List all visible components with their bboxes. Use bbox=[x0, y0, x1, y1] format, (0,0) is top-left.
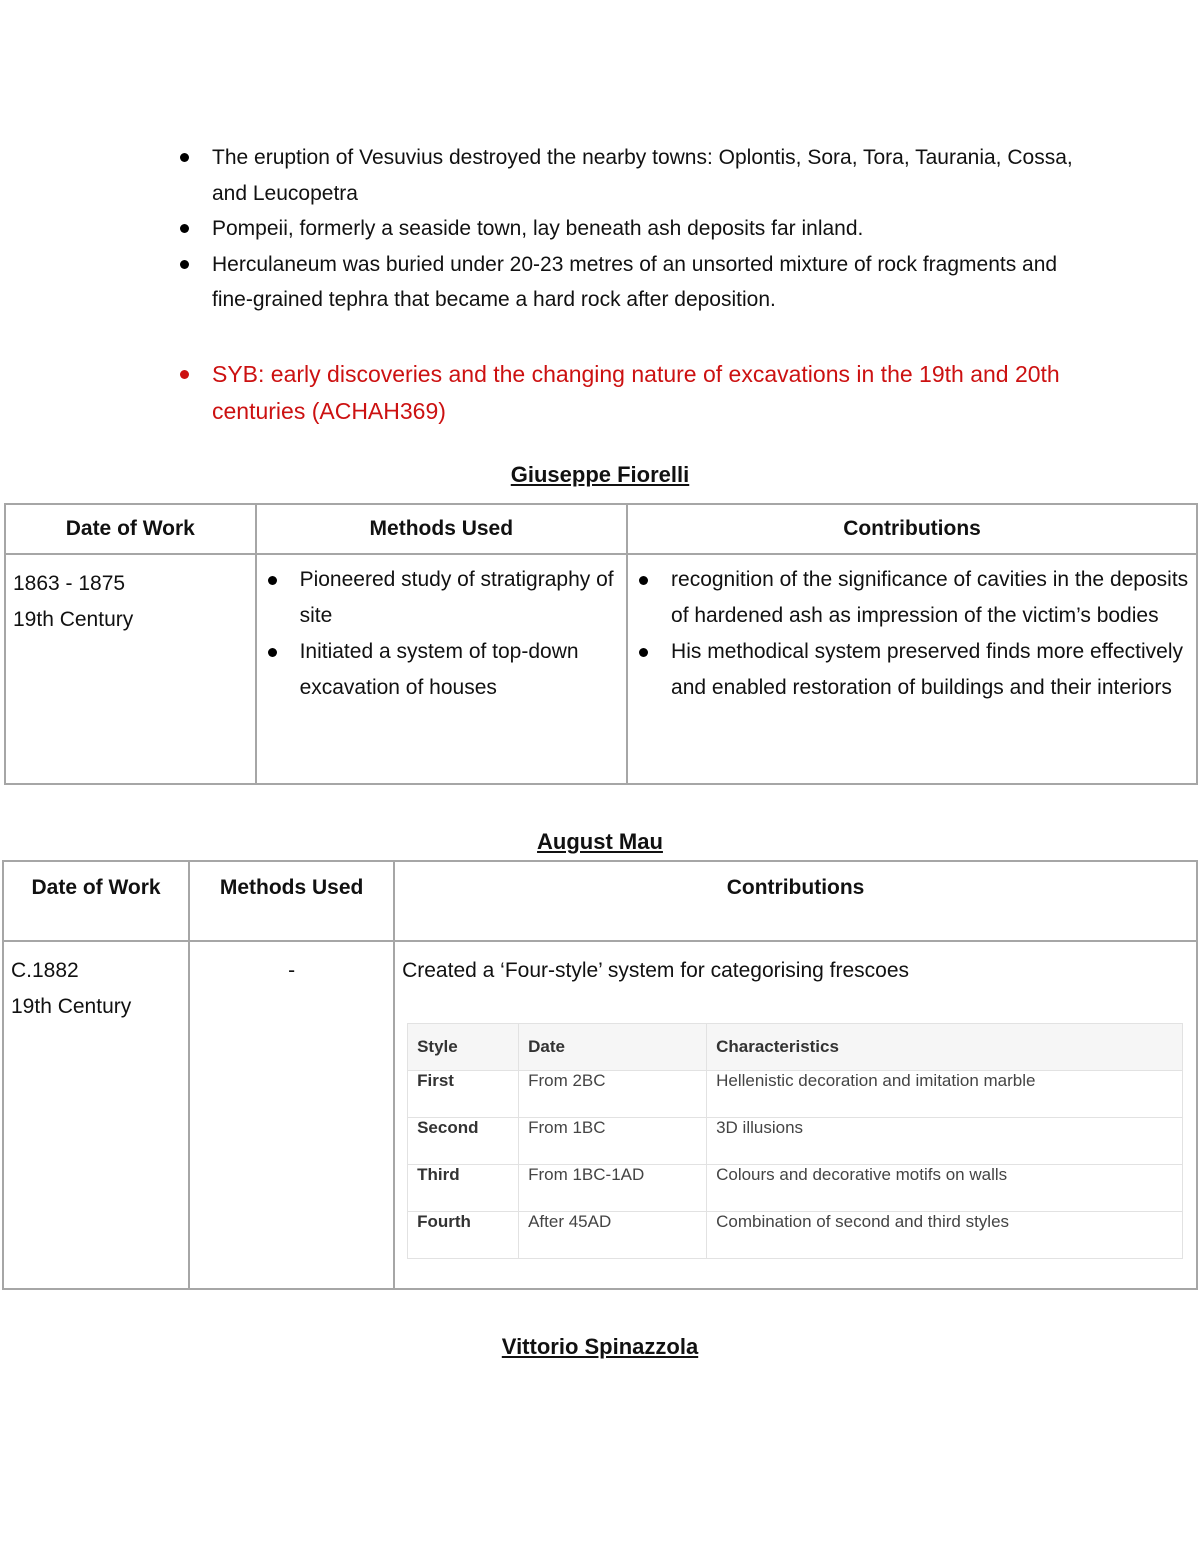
style-name: Fourth bbox=[408, 1212, 519, 1259]
methods-cell bbox=[189, 941, 394, 1289]
date-range: C.1882 bbox=[11, 959, 79, 982]
header-date: Date of Work bbox=[5, 504, 256, 554]
table-header-row bbox=[3, 861, 1197, 941]
contribution-item: recognition of the significance of cavities in the deposits of hardened ash as impression of the victim’s bodies bbox=[629, 562, 1195, 634]
intro-bullet: The eruption of Vesuvius destroyed the nearby towns: Oplontis, Sora, Tora, Taurania, Cossa, and Leucopetra bbox=[175, 140, 1075, 211]
style-name: Second bbox=[408, 1118, 519, 1165]
style-characteristics: Hellenistic decoration and imitation marble bbox=[707, 1071, 1183, 1118]
styles-header-characteristics: Characteristics bbox=[707, 1024, 1183, 1071]
style-name: Third bbox=[408, 1165, 519, 1212]
table-header-row bbox=[5, 504, 1197, 554]
syb-bullet: SYB: early discoveries and the changing nature of excavations in the 19th and 20th centuries (ACHAH369) bbox=[175, 356, 1075, 430]
contributions-cell bbox=[627, 554, 1197, 784]
mau-table bbox=[2, 860, 1198, 1290]
method-item: Initiated a system of top-down excavation of houses bbox=[258, 634, 625, 706]
styles-header-style: Style bbox=[408, 1024, 519, 1071]
table-row bbox=[408, 1118, 1183, 1165]
style-characteristics: Combination of second and third styles bbox=[707, 1212, 1183, 1259]
date-range: 1863 - 1875 bbox=[13, 572, 126, 595]
four-style-table bbox=[407, 1023, 1183, 1259]
header-contributions: Contributions bbox=[627, 504, 1197, 554]
style-date: From 1BC bbox=[519, 1118, 707, 1165]
methods-value: - bbox=[288, 959, 296, 982]
century: 19th Century bbox=[13, 608, 134, 631]
header-methods: Methods Used bbox=[256, 504, 627, 554]
fiorelli-table bbox=[4, 503, 1198, 785]
methods-cell bbox=[256, 554, 627, 784]
contribution-item: His methodical system preserved finds more effectively and enabled restoration of buildings and their interiors bbox=[629, 634, 1195, 706]
table-row bbox=[408, 1071, 1183, 1118]
intro-bullet: Pompeii, formerly a seaside town, lay beneath ash deposits far inland. bbox=[175, 211, 1075, 247]
method-item: Pioneered study of stratigraphy of site bbox=[258, 562, 625, 634]
fiorelli-heading: Giuseppe Fiorelli bbox=[510, 462, 690, 487]
style-date: From 1BC-1AD bbox=[519, 1165, 707, 1212]
header-methods: Methods Used bbox=[189, 861, 394, 941]
style-characteristics: 3D illusions bbox=[707, 1118, 1183, 1165]
header-date: Date of Work bbox=[3, 861, 189, 941]
spinazzola-heading: Vittorio Spinazzola bbox=[501, 1334, 699, 1359]
table-row bbox=[408, 1212, 1183, 1259]
style-name: First bbox=[408, 1071, 519, 1118]
date-cell bbox=[3, 941, 189, 1289]
contribution-text: Created a ‘Four-style’ system for categorising frescoes bbox=[402, 959, 910, 982]
style-characteristics: Colours and decorative motifs on walls bbox=[707, 1165, 1183, 1212]
style-date: After 45AD bbox=[519, 1212, 707, 1259]
contributions-cell bbox=[394, 941, 1197, 1289]
style-date: From 2BC bbox=[519, 1071, 707, 1118]
styles-header-date: Date bbox=[519, 1024, 707, 1071]
table-row bbox=[5, 554, 1197, 784]
styles-header-row bbox=[408, 1024, 1183, 1071]
table-row bbox=[3, 941, 1197, 1289]
intro-bullet-list bbox=[175, 140, 1075, 430]
mau-heading: August Mau bbox=[537, 829, 663, 854]
intro-bullet: Herculaneum was buried under 20-23 metres of an unsorted mixture of rock fragments and fine-grained tephra that became a hard rock after deposition. bbox=[175, 247, 1075, 318]
century: 19th Century bbox=[11, 995, 132, 1018]
table-row bbox=[408, 1165, 1183, 1212]
date-cell bbox=[5, 554, 256, 784]
header-contributions: Contributions bbox=[394, 861, 1197, 941]
